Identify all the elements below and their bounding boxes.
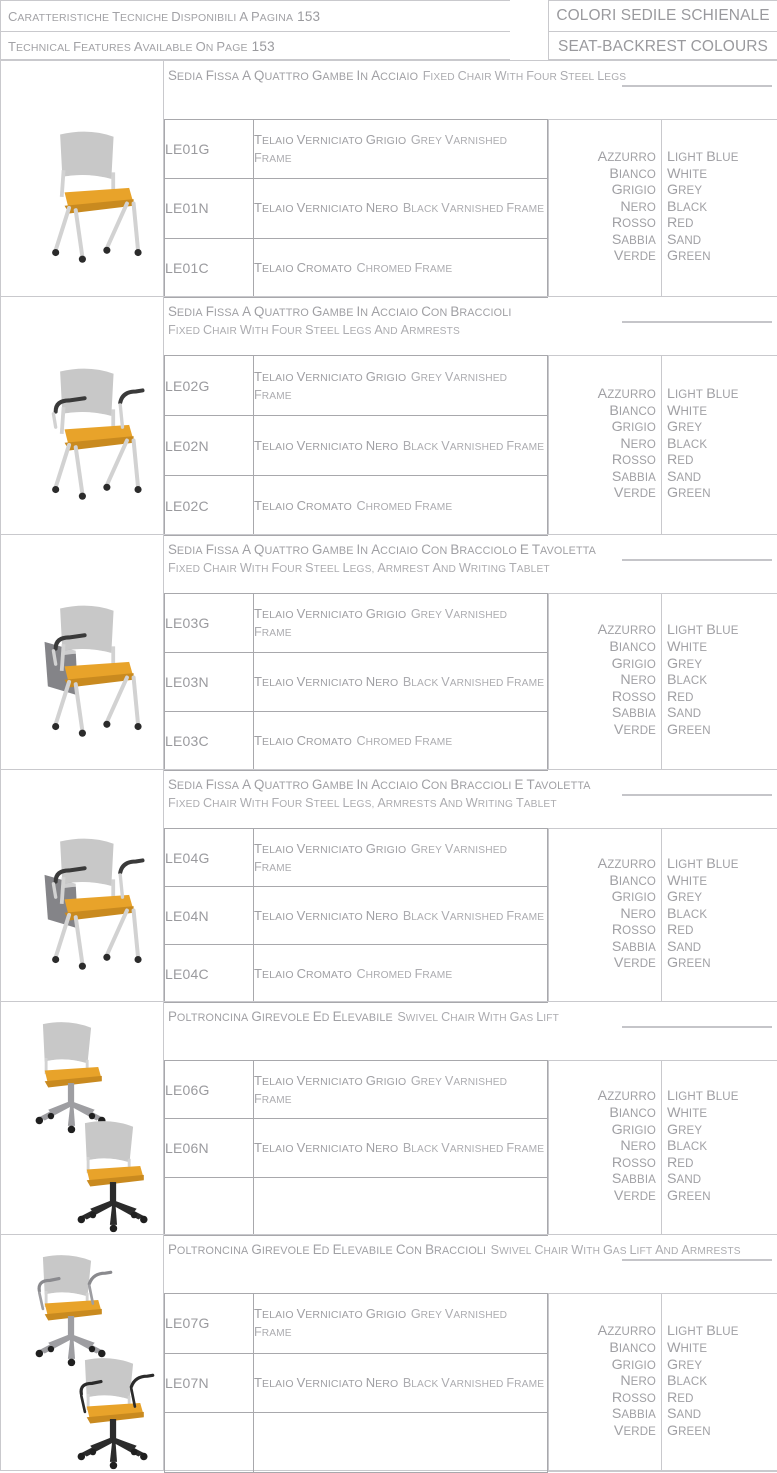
variant-desc-en: BLACK VARNISHED FRAME	[402, 201, 545, 216]
variant-desc-en: BLACK VARNISHED FRAME	[402, 675, 545, 689]
variant-row	[165, 1294, 548, 1354]
variant-code: LE04N	[165, 887, 254, 945]
colour-name-en: LIGHT BLUE	[667, 855, 739, 872]
variant-code: LE04G	[165, 829, 254, 887]
colour-name-en: LIGHT BLUE	[667, 148, 739, 165]
variant-code	[165, 1177, 254, 1235]
colour-name-it: BIANCO	[609, 639, 656, 656]
variant-code: LE06N	[165, 1119, 254, 1177]
variant-desc-it: TELAIO VERNICIATO NERO	[254, 1139, 399, 1155]
product-rows	[0, 60, 777, 1471]
colours-italian	[549, 594, 662, 769]
product-photo-le04	[11, 817, 156, 989]
colour-name-it: NERO	[620, 905, 656, 922]
product-details	[164, 535, 777, 769]
colours-english	[662, 1061, 777, 1234]
variant-desc-en: BLACK VARNISHED FRAME	[402, 908, 545, 923]
variant-desc-it: TELAIO VERNICIATO GRIGIO	[254, 840, 407, 856]
title-rule	[622, 321, 772, 323]
colour-name-en: GREEN	[667, 1422, 711, 1439]
variants-table	[164, 355, 548, 536]
variant-row	[165, 594, 548, 653]
variant-code: LE07G	[165, 1294, 254, 1354]
colours-block	[548, 828, 777, 1002]
photo-cell	[0, 770, 164, 1001]
product-title-en: SWIVEL CHAIR WITH GAS LIFT AND ARMRESTS	[490, 1243, 741, 1257]
product-title-en: FIXED CHAIR WITH FOUR STEEL LEGS, ARMRESTS AND WRITING TABLET	[168, 796, 557, 810]
variant-desc-it: TELAIO VERNICIATO NERO	[254, 674, 399, 689]
colour-name-en: WHITE	[667, 165, 708, 182]
colour-name-en: LIGHT BLUE	[667, 1323, 739, 1340]
colour-name-en: BLACK	[667, 1373, 708, 1390]
colour-name-en: GREY	[667, 655, 703, 672]
variant-desc-it: TELAIO CROMATO	[254, 259, 352, 275]
title-rule	[622, 1026, 772, 1028]
colour-name-it: SABBIA	[611, 231, 656, 248]
variant-desc-en: GREY VARNISHED FRAME	[254, 841, 508, 874]
product-title-it: SEDIA FISSA A QUATTRO GAMBE IN ACCIAIO	[168, 68, 419, 83]
colour-name-en: SAND	[667, 705, 702, 722]
colour-name-it: ROSSO	[611, 1389, 656, 1406]
header-features-en-text: TECHNICAL FEATURES AVAILABLE ON PAGE	[8, 39, 248, 54]
header-technical-features	[0, 0, 510, 60]
colour-name-it: SABBIA	[611, 468, 656, 485]
colour-name-en: SAND	[667, 1171, 702, 1188]
colour-name-it: GRIGIO	[611, 655, 656, 672]
variant-code: LE02G	[165, 356, 254, 416]
variant-desc-it: TELAIO VERNICIATO GRIGIO	[254, 1306, 407, 1322]
header-colours-it-title: COLORI SEDILE SCHIENALE	[556, 7, 770, 24]
colour-name-it: SABBIA	[611, 1406, 656, 1423]
variant-description	[254, 1119, 548, 1177]
colour-name-en: GREEN	[667, 1187, 711, 1204]
colour-name-en: RED	[667, 1154, 694, 1171]
variant-desc-en: GREY VARNISHED FRAME	[254, 1073, 508, 1106]
colour-name-en: RED	[667, 688, 694, 705]
colour-name-en: GREEN	[667, 721, 711, 738]
title-rule	[622, 85, 772, 87]
colour-name-en: WHITE	[667, 1105, 708, 1122]
variant-description	[254, 712, 548, 771]
colour-name-en: SAND	[667, 1406, 702, 1423]
header-features-it-text: CARATTERISTICHE TECNICHE DISPONIBILI A PAGINA	[8, 8, 294, 24]
variant-row	[165, 1353, 548, 1413]
product-title-it: POLTRONCINA GIREVOLE ED ELEVABILE	[168, 1009, 393, 1024]
colour-name-it: AZZURRO	[597, 1323, 656, 1340]
colour-name-it: VERDE	[613, 955, 656, 972]
colour-name-en: BLACK	[667, 672, 708, 689]
colours-block	[548, 119, 777, 297]
colours-english	[662, 829, 777, 1001]
chair-illustration-le07-black	[51, 1344, 164, 1470]
colour-name-en: RED	[667, 922, 694, 939]
variant-row	[165, 356, 548, 416]
colours-italian	[549, 1061, 662, 1234]
colour-name-en: GREY	[667, 419, 703, 436]
chair-illustration-le06-black	[51, 1107, 164, 1234]
photo-cell	[0, 297, 164, 534]
variants-table	[164, 1060, 548, 1236]
variant-description	[254, 887, 548, 945]
variant-description	[254, 653, 548, 712]
colour-name-it: NERO	[620, 1138, 656, 1155]
product-details	[164, 1235, 777, 1470]
variant-desc-en: BLACK VARNISHED FRAME	[402, 1140, 545, 1155]
title-rule	[622, 1259, 772, 1261]
photo-cell	[0, 1235, 164, 1470]
colours-block	[548, 1060, 777, 1235]
variant-description	[254, 1413, 548, 1473]
colour-name-it: ROSSO	[611, 1154, 656, 1171]
variant-code: LE01N	[165, 179, 254, 238]
colour-name-en: GREEN	[667, 248, 711, 265]
header-features-en-page: 153	[251, 39, 275, 54]
variant-row	[165, 120, 548, 179]
variant-row	[165, 1413, 548, 1473]
colour-name-en: SAND	[667, 231, 702, 248]
variant-description	[254, 829, 548, 887]
variant-description	[254, 1294, 548, 1354]
variant-desc-it: TELAIO CROMATO	[254, 497, 352, 513]
variant-desc-it: TELAIO VERNICIATO NERO	[254, 907, 399, 923]
title-rule	[622, 794, 772, 796]
variant-desc-it: TELAIO VERNICIATO GRIGIO	[254, 132, 407, 148]
header-colours-panel	[548, 0, 777, 60]
product-title-en: SWIVEL CHAIR WITH GAS LIFT	[397, 1010, 559, 1024]
colours-italian	[549, 120, 662, 296]
header-colours-en-title: SEAT-BACKREST COLOURS	[549, 31, 777, 61]
variant-code	[165, 1413, 254, 1473]
colour-name-en: GREY	[667, 182, 703, 199]
colour-name-en: GREY	[667, 1356, 703, 1373]
colour-name-it: GRIGIO	[611, 182, 656, 199]
product-title	[164, 1002, 777, 1026]
photo-cell	[0, 535, 164, 769]
variant-code: LE07N	[165, 1353, 254, 1413]
colour-name-en: WHITE	[667, 639, 708, 656]
variant-row	[165, 1119, 548, 1177]
colours-english	[662, 594, 777, 769]
product-title	[164, 61, 777, 85]
variant-desc-en: GREY VARNISHED FRAME	[254, 133, 508, 166]
chair-illustration-le01	[11, 110, 156, 277]
colour-name-en: RED	[667, 1389, 694, 1406]
variant-desc-it: TELAIO CROMATO	[254, 965, 352, 981]
colour-name-it: NERO	[620, 435, 656, 452]
colour-name-it: AZZURRO	[597, 148, 656, 165]
product-photo-le01	[11, 110, 156, 282]
variant-description	[254, 1061, 548, 1119]
chair-illustration-le03	[11, 584, 156, 751]
colour-name-it: GRIGIO	[611, 1356, 656, 1373]
variant-row	[165, 179, 548, 238]
variant-desc-it: TELAIO VERNICIATO GRIGIO	[254, 606, 407, 621]
colour-name-en: LIGHT BLUE	[667, 385, 739, 402]
colour-name-it: VERDE	[613, 248, 656, 265]
variant-code: LE01G	[165, 120, 254, 179]
variant-desc-it: TELAIO CROMATO	[254, 733, 352, 748]
header-features-it-page: 153	[297, 8, 321, 24]
variant-row	[165, 829, 548, 887]
product-title	[164, 1235, 777, 1259]
colours-block	[548, 355, 777, 535]
product-row-le02	[0, 296, 777, 534]
variant-desc-en: GREY VARNISHED FRAME	[254, 1307, 508, 1340]
variant-row	[165, 1177, 548, 1235]
colour-name-it: NERO	[620, 198, 656, 215]
variant-code: LE04C	[165, 945, 254, 1003]
variant-row	[165, 1061, 548, 1119]
colour-name-it: SABBIA	[611, 705, 656, 722]
colour-name-it: AZZURRO	[597, 385, 656, 402]
product-photo-le03	[11, 584, 156, 756]
colour-name-it: GRIGIO	[611, 1121, 656, 1138]
colour-name-en: BLACK	[667, 1138, 708, 1155]
colour-name-en: GREEN	[667, 485, 711, 502]
colour-name-it: GRIGIO	[611, 889, 656, 906]
product-row-le04	[0, 769, 777, 1001]
colour-name-en: SAND	[667, 938, 702, 955]
colour-name-it: BIANCO	[609, 402, 656, 419]
colour-name-it: ROSSO	[611, 452, 656, 469]
colour-name-it: VERDE	[613, 485, 656, 502]
header-features-italian	[1, 1, 510, 31]
variant-code: LE03C	[165, 712, 254, 771]
variant-desc-it: TELAIO VERNICIATO GRIGIO	[254, 1072, 407, 1088]
variant-desc-en: CHROMED FRAME	[356, 498, 453, 513]
product-title-en: FIXED CHAIR WITH FOUR STEEL LEGS AND ARMRESTS	[168, 323, 460, 337]
chair-illustration-le04	[11, 817, 156, 984]
colour-name-it: VERDE	[613, 1422, 656, 1439]
colour-name-en: RED	[667, 215, 694, 232]
variant-row	[165, 416, 548, 476]
variants-table	[164, 593, 548, 771]
product-photo-le07-black-base	[51, 1344, 164, 1470]
title-rule	[622, 559, 772, 561]
colour-name-it: ROSSO	[611, 215, 656, 232]
colours-block	[548, 1293, 777, 1472]
variant-desc-en: GREY VARNISHED FRAME	[254, 369, 508, 402]
variant-description	[254, 476, 548, 536]
variants-table	[164, 828, 548, 1003]
colour-name-en: BLACK	[667, 198, 708, 215]
variant-description	[254, 238, 548, 297]
variants-table	[164, 119, 548, 298]
product-title-it: SEDIA FISSA A QUATTRO GAMBE IN ACCIAIO CON BRACCIOLO E TAVOLETTA	[168, 542, 597, 557]
variant-row	[165, 653, 548, 712]
product-row-le07	[0, 1234, 777, 1471]
colour-name-en: GREEN	[667, 955, 711, 972]
variant-desc-en: CHROMED FRAME	[356, 260, 453, 275]
product-title-en: FIXED CHAIR WITH FOUR STEEL LEGS, ARMREST AND WRITING TABLET	[168, 561, 550, 575]
photo-cell	[0, 61, 164, 296]
variant-code: LE02N	[165, 416, 254, 476]
product-title	[164, 770, 777, 812]
colour-name-en: LIGHT BLUE	[667, 622, 739, 639]
variant-description	[254, 416, 548, 476]
colours-english	[662, 356, 777, 534]
product-title-en: FIXED CHAIR WITH FOUR STEEL LEGS	[422, 69, 627, 83]
colour-name-it: VERDE	[613, 1187, 656, 1204]
colour-name-en: LIGHT BLUE	[667, 1088, 739, 1105]
colour-name-en: RED	[667, 452, 694, 469]
variant-desc-it: TELAIO VERNICIATO NERO	[254, 200, 399, 216]
variant-description	[254, 945, 548, 1003]
variant-description	[254, 594, 548, 653]
colour-name-it: ROSSO	[611, 922, 656, 939]
colour-name-it: AZZURRO	[597, 622, 656, 639]
colour-name-it: AZZURRO	[597, 855, 656, 872]
photo-cell	[0, 1002, 164, 1234]
variant-desc-it: TELAIO VERNICIATO GRIGIO	[254, 368, 407, 384]
variant-code: LE01C	[165, 238, 254, 297]
product-details	[164, 297, 777, 534]
colour-name-it: BIANCO	[609, 1105, 656, 1122]
variant-row	[165, 887, 548, 945]
variant-description	[254, 120, 548, 179]
variant-desc-en: CHROMED FRAME	[356, 966, 453, 981]
variants-table	[164, 1293, 548, 1473]
product-details	[164, 770, 777, 1001]
variant-description	[254, 1353, 548, 1413]
variant-row	[165, 712, 548, 771]
product-title	[164, 297, 777, 339]
variant-row	[165, 238, 548, 297]
variant-desc-en: CHROMED FRAME	[356, 734, 453, 748]
colour-name-it: VERDE	[613, 721, 656, 738]
colour-name-it: BIANCO	[609, 165, 656, 182]
product-row-le06	[0, 1001, 777, 1234]
product-title-it: SEDIA FISSA A QUATTRO GAMBE IN ACCIAIO CON BRACCIOLI E TAVOLETTA	[168, 777, 591, 792]
colour-name-it: ROSSO	[611, 688, 656, 705]
colour-name-it: BIANCO	[609, 872, 656, 889]
colours-block	[548, 593, 777, 770]
colour-name-en: BLACK	[667, 435, 708, 452]
colours-english	[662, 1294, 777, 1471]
colour-name-en: WHITE	[667, 1340, 708, 1357]
variant-description	[254, 179, 548, 238]
colour-name-en: GREY	[667, 889, 703, 906]
header-features-english	[1, 31, 510, 61]
variant-desc-en: GREY VARNISHED FRAME	[254, 607, 508, 639]
colour-name-it: GRIGIO	[611, 419, 656, 436]
colour-name-en: SAND	[667, 468, 702, 485]
product-row-le01	[0, 60, 777, 296]
colour-name-it: NERO	[620, 1373, 656, 1390]
variant-row	[165, 945, 548, 1003]
variant-code: LE03N	[165, 653, 254, 712]
variant-code: LE03G	[165, 594, 254, 653]
variant-desc-en: BLACK VARNISHED FRAME	[402, 1375, 545, 1390]
colour-name-it: AZZURRO	[597, 1088, 656, 1105]
variant-row	[165, 476, 548, 536]
colours-italian	[549, 829, 662, 1001]
product-title	[164, 535, 777, 577]
colour-name-it: BIANCO	[609, 1340, 656, 1357]
colour-name-en: WHITE	[667, 872, 708, 889]
colours-english	[662, 120, 777, 296]
colour-name-en: GREY	[667, 1121, 703, 1138]
variant-description	[254, 356, 548, 416]
variant-code: LE02C	[165, 476, 254, 536]
product-title-it: SEDIA FISSA A QUATTRO GAMBE IN ACCIAIO CON BRACCIOLI	[168, 304, 512, 319]
product-details	[164, 1002, 777, 1234]
product-photo-le06-black-base	[51, 1107, 164, 1234]
colours-italian	[549, 356, 662, 534]
colour-name-it: NERO	[620, 672, 656, 689]
variant-desc-it: TELAIO VERNICIATO NERO	[254, 437, 399, 453]
page-header	[0, 0, 777, 60]
colour-name-en: BLACK	[667, 905, 708, 922]
product-details	[164, 61, 777, 296]
product-title-it: POLTRONCINA GIREVOLE ED ELEVABILE CON BRACCIOLI	[168, 1242, 487, 1257]
variant-description	[254, 1177, 548, 1235]
variant-code: LE06G	[165, 1061, 254, 1119]
variant-desc-it: TELAIO VERNICIATO NERO	[254, 1374, 399, 1390]
product-row-le03	[0, 534, 777, 769]
colours-italian	[549, 1294, 662, 1471]
colour-name-it: SABBIA	[611, 938, 656, 955]
product-photo-le02	[11, 347, 156, 519]
colour-name-en: WHITE	[667, 402, 708, 419]
chair-illustration-le02	[11, 347, 156, 514]
variant-desc-en: BLACK VARNISHED FRAME	[402, 438, 545, 453]
colour-name-it: SABBIA	[611, 1171, 656, 1188]
